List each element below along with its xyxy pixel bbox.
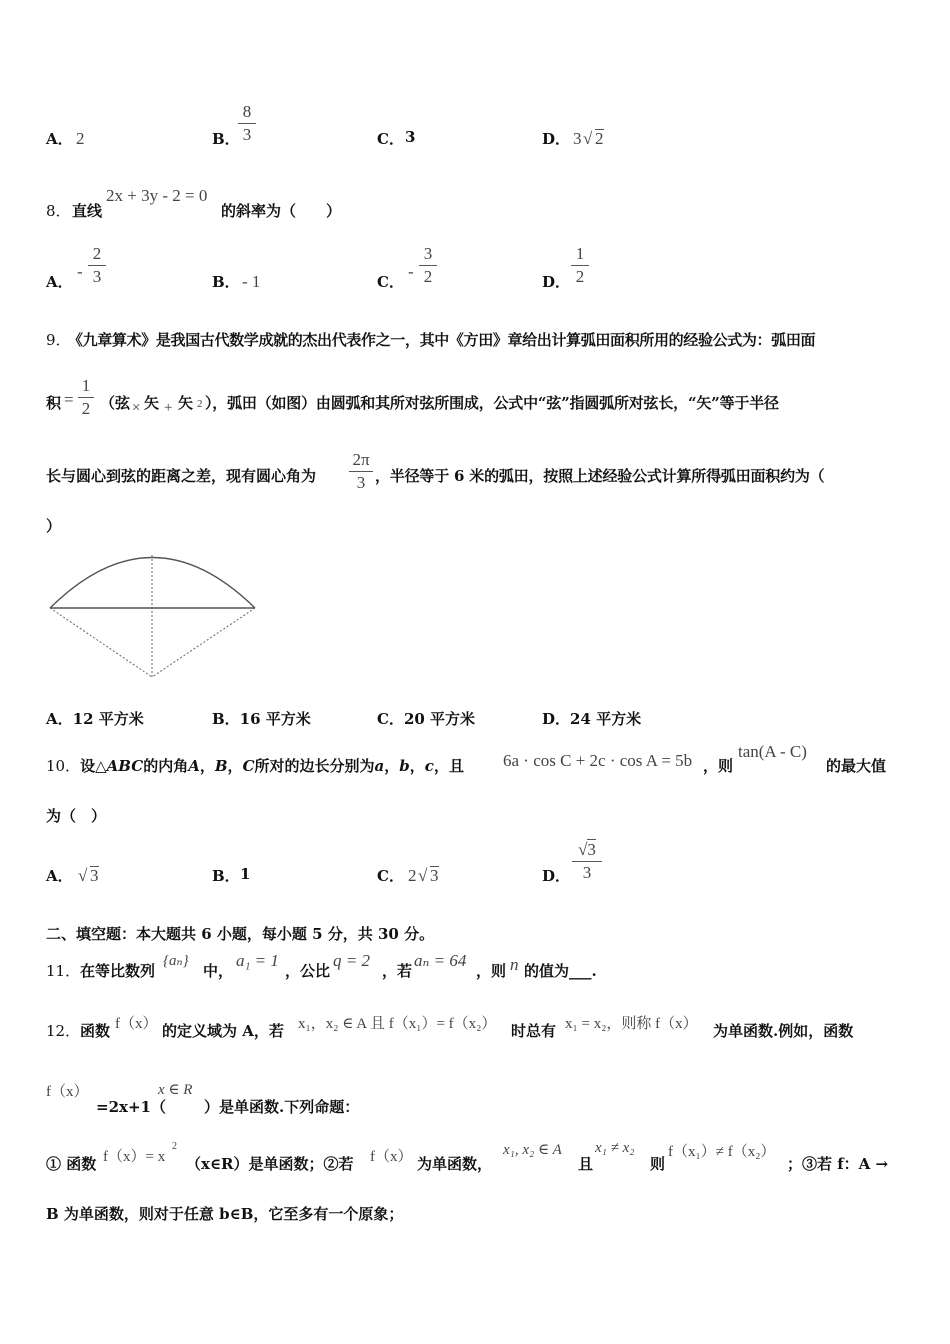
q9-shi-2: 矢	[178, 394, 194, 412]
arc-field-figure	[40, 545, 270, 685]
q12-example-fx: f（x）	[46, 1084, 89, 1100]
q8-option-c-label: C．	[377, 273, 404, 291]
q12-prop-2-fx: f（x）	[370, 1149, 413, 1165]
q12-prop-3-start: ；③若 f：A →	[787, 1155, 889, 1173]
q11-sequence: {aₙ}	[163, 953, 189, 969]
q10-option-d-denominator: 3	[582, 863, 592, 882]
q8-option-b-value: - 1	[242, 272, 261, 291]
q7-option-d-radicand: 2	[595, 129, 604, 148]
q12-prop-2-result: f（x₁）≠ f（x₂）	[668, 1144, 776, 1160]
q11-text-1: 在等比数列	[80, 962, 156, 980]
q12-text-4: 为单函数.例如，函数	[713, 1022, 854, 1040]
q10-text-2: 的内角	[143, 757, 189, 775]
q7-option-b-fraction	[238, 102, 256, 145]
q9-line-2-rest: ），弧田（如图）由圆弧和其所对弦所围成，公式中“弦”指圆弧所对弦长，“矢”等于半径	[205, 394, 779, 412]
q12-prop-2-condition: x₁, x₂ ∈ A	[503, 1142, 562, 1158]
q11-text-4: ，若	[382, 962, 413, 980]
q10-option-d-fraction	[572, 840, 602, 883]
q10-option-c-label: C．	[377, 867, 404, 885]
q12-prop-2-inequality: x₁ ≠ x₂	[595, 1140, 635, 1156]
q8-option-a-fraction	[88, 244, 106, 287]
q11-text-5: ，则	[476, 962, 507, 980]
q9-option-c: C．20 平方米	[377, 710, 476, 728]
q10-option-b-value: 1	[240, 865, 251, 883]
q12-text-6: ）是单函数.下列命题：	[204, 1098, 360, 1116]
q11-n: n	[510, 955, 519, 974]
q10-number: 10．	[46, 757, 81, 775]
q10-text-4: ，且	[433, 757, 464, 775]
q12-fx: f（x）	[115, 1016, 158, 1032]
figure-right-radius	[152, 608, 255, 677]
q7-option-d-coef: 3	[573, 129, 582, 148]
q10-side-b: b	[399, 757, 410, 775]
q7-option-b-numerator: 8	[242, 102, 252, 121]
q11-text-3: ，公比	[285, 962, 331, 980]
q8-option-c-numerator: 3	[423, 244, 433, 263]
q11-a1: a₁ = 1	[236, 951, 279, 970]
q9-line-1: 《九章算术》是我国古代数学成就的杰出代表作之一，其中《方田》章给出计算弧田面积所用的经验公式为：弧田面	[68, 331, 816, 349]
q10-comma: ，	[227, 757, 243, 775]
q8-option-d-fraction	[571, 244, 589, 287]
q7-option-a-label: A．	[46, 130, 73, 148]
q12-domain: x ∈ R	[158, 1082, 193, 1098]
q8-option-a-sign: -	[77, 262, 83, 281]
q8-option-b-label: B．	[212, 273, 240, 291]
q8-option-a-denominator: 3	[92, 267, 102, 286]
q7-option-a-value: 2	[76, 129, 85, 148]
q12-text-5: =2x+1（	[96, 1098, 166, 1116]
q10-option-a-label: A．	[46, 867, 73, 885]
sqrt-icon: √	[583, 129, 593, 148]
q9-half-numerator: 1	[81, 376, 91, 395]
q11-an: aₙ = 64	[414, 951, 467, 970]
q8-option-a-label: A．	[46, 273, 73, 291]
section-two-heading: 二、填空题：本大题共 6 小题，每小题 5 分，共 30 分。	[46, 925, 435, 943]
q11-text-6: 的值为___.	[524, 962, 597, 980]
q10-angle-a: A	[188, 757, 200, 775]
q12-text-1: 函数	[80, 1022, 111, 1040]
q8-number: 8．	[46, 202, 71, 220]
q8-option-c-denominator: 2	[423, 267, 433, 286]
q12-prop-1-fx: f（x）= x	[103, 1149, 166, 1165]
sqrt-icon: √	[78, 866, 88, 885]
q9-line-4: ）	[46, 517, 62, 535]
q10-abc: ABC	[106, 757, 144, 775]
q8-prefix: 直线	[72, 202, 103, 220]
q7-option-c-label: C．	[377, 130, 404, 148]
q10-text-3: 所对的边长分别为	[254, 757, 375, 775]
sqrt-icon: √	[578, 840, 588, 859]
q11-text-2: 中，	[203, 962, 234, 980]
q11-number: 11．	[46, 962, 81, 980]
q8-option-d-label: D．	[542, 273, 571, 291]
figure-left-radius	[50, 608, 152, 677]
q10-line-2: 为（ ）	[46, 807, 107, 825]
sqrt-icon: √	[418, 866, 428, 885]
q8-equation: 2x + 3y - 2 = 0	[106, 186, 208, 205]
q9-angle-denominator: 3	[356, 473, 366, 492]
q8-option-d-denominator: 2	[575, 267, 585, 286]
q10-option-c-radicand: 3	[430, 866, 439, 885]
q10-equation: 6a · cos C + 2c · cos A = 5b	[503, 751, 693, 770]
q9-angle-numerator: 2π	[352, 450, 370, 469]
q10-option-d-label: D．	[542, 867, 571, 885]
q12-text-2: 的定义域为 A，若	[162, 1022, 284, 1040]
q9-square: 2	[197, 398, 203, 410]
q10-text-1: 设△	[80, 757, 107, 775]
q9-angle-fraction	[349, 450, 373, 493]
q9-times: ×	[132, 400, 141, 416]
q10-option-d-numerator	[572, 840, 602, 860]
q10-side-a: a	[374, 757, 385, 775]
q8-option-a-numerator: 2	[92, 244, 102, 263]
q12-number: 12．	[46, 1022, 81, 1040]
q12-prop-2-text-2: 且	[578, 1155, 594, 1173]
q9-option-d: D．24 平方米	[542, 710, 642, 728]
q9-shi-1: 矢	[144, 394, 160, 412]
q10-tan-expression: tan(A - C)	[738, 742, 807, 761]
q9-line-3-start: 长与圆心到弦的距离之差，现有圆心角为	[46, 467, 317, 485]
q9-paren-open: （弦	[100, 394, 131, 412]
q9-option-a: A．12 平方米	[46, 710, 144, 728]
q7-option-d-label: D．	[542, 130, 571, 148]
q7-option-c-value: 3	[405, 128, 416, 146]
q9-half-denominator: 2	[81, 399, 91, 418]
q12-last-line: B 为单函数，则对于任意 b∈B，它至多有一个原象；	[46, 1205, 404, 1223]
q10-comma: ，	[384, 757, 400, 775]
q9-line-3-rest: ，半径等于 6 米的弧田，按照上述经验公式计算所得弧田面积约为（	[375, 467, 825, 485]
q7-option-b-denominator: 3	[242, 125, 252, 144]
q9-plus: +	[164, 400, 173, 416]
q10-option-a-radicand: 3	[90, 866, 99, 885]
q10-angle-b: B	[214, 757, 228, 775]
q10-option-b-label: B．	[212, 867, 240, 885]
q8-option-c-sign: -	[408, 262, 414, 281]
q12-prop-2-text-1: 为单函数，	[417, 1155, 493, 1173]
q10-line-1	[46, 755, 464, 776]
q12-condition: x₁，x₂ ∈ A 且 f（x₁）= f（x₂）	[298, 1016, 497, 1032]
q10-text-6: 的最大值	[826, 757, 887, 775]
q10-comma: ，	[409, 757, 425, 775]
q10-option-d-numerator-radicand: 3	[587, 840, 596, 859]
q12-conclusion: x₁ = x₂，则称 f（x）	[565, 1016, 698, 1032]
q7-option-b-label: B．	[212, 130, 240, 148]
q9-equals: =	[64, 390, 74, 409]
q12-prop-1-start: ① 函数	[46, 1155, 97, 1173]
q9-number: 9．	[46, 331, 71, 349]
q8-option-d-numerator: 1	[575, 244, 585, 263]
q8-option-c-fraction	[419, 244, 437, 287]
q10-option-c-coef: 2	[408, 866, 417, 885]
q12-prop-1-square: 2	[172, 1141, 177, 1152]
q12-prop-2-text-3: 则	[650, 1155, 666, 1173]
q9-option-b: B．16 平方米	[212, 710, 311, 728]
q9-line-2-start: 积	[46, 394, 62, 412]
q8-suffix: 的斜率为（ ）	[221, 202, 342, 220]
q10-side-c: c	[424, 757, 434, 775]
q11-ratio: q = 2	[333, 951, 370, 970]
q12-text-3: 时总有	[511, 1022, 557, 1040]
q10-angle-c: C	[242, 757, 255, 775]
q10-text-5: ，则	[703, 757, 734, 775]
q12-prop-1-rest: （x∈R）是单函数；②若	[186, 1155, 354, 1173]
q9-half-fraction	[78, 376, 94, 419]
q10-comma: ，	[199, 757, 215, 775]
